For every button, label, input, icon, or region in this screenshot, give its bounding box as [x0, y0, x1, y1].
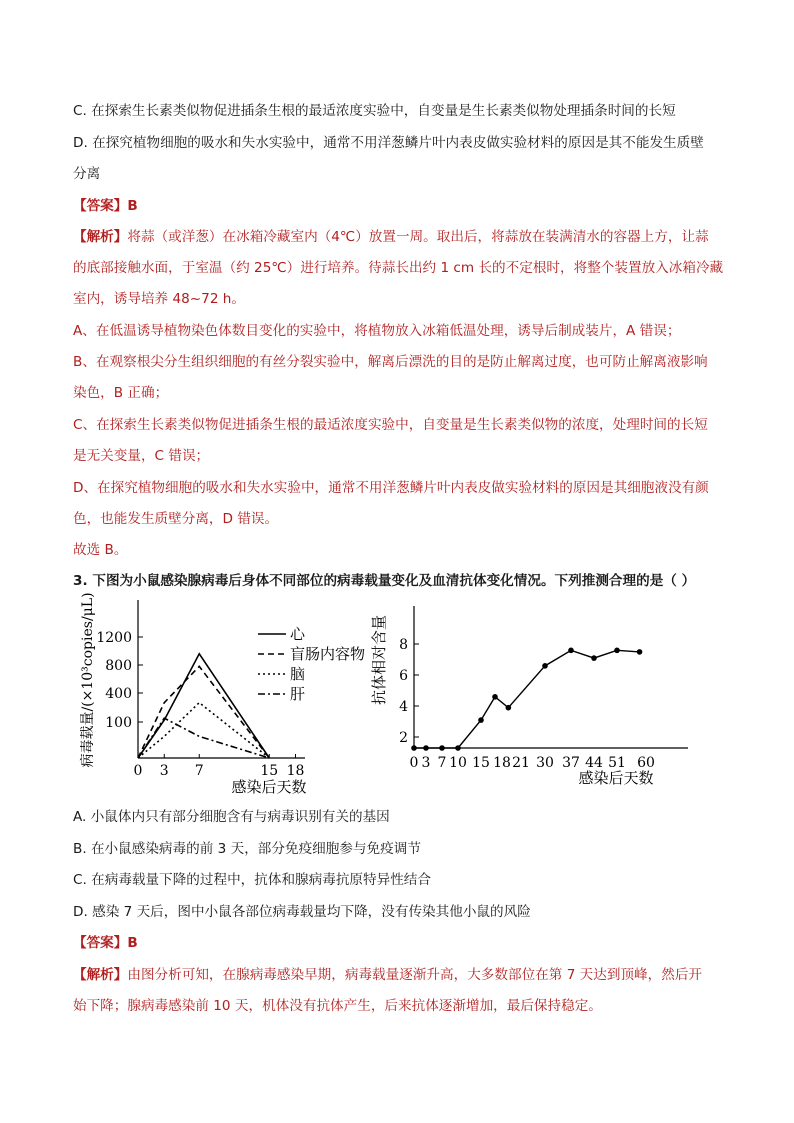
chart1-series-line	[138, 666, 269, 758]
chart1-xlabel: 感染后天数	[231, 778, 307, 796]
chart1-xtick-label: 7	[194, 763, 204, 779]
chart2-xtick-label: 15	[472, 755, 490, 771]
chart1-series-line	[138, 718, 269, 758]
option-a: A. 小鼠体内只有部分细胞含有与病毒识别有关的基因	[73, 809, 390, 825]
chart2-data-point	[568, 648, 574, 654]
chart1-legend-label: 肝	[290, 685, 306, 703]
question-3: 3. 下图为小鼠感染腺病毒后身体不同部位的病毒载量变化及血清抗体变化情况。下列推测合理的是（ ）	[73, 573, 696, 589]
chart2-data-point	[411, 745, 417, 751]
chart2-data-point	[637, 649, 643, 655]
chart2-ytick-label: 2	[399, 730, 408, 746]
analysis-conclusion: 故选 B。	[73, 542, 128, 558]
option-b: B. 在小鼠感染病毒的前 3 天，部分免疫细胞参与免疫调节	[73, 841, 421, 857]
chart1-xtick-label: 3	[159, 763, 169, 779]
chart2-xtick-label: 30	[536, 755, 554, 771]
option-d2: D. 感染 7 天后，图中小鼠各部位病毒载量均下降，没有传染其他小鼠的风险	[73, 904, 531, 920]
analysis2-line2: 始下降；腺病毒感染前 10 天，机体没有抗体产生，后来抗体逐渐增加，最后保持稳定。	[73, 998, 602, 1014]
chart2-xtick-label: 3	[421, 755, 431, 771]
analysis-c-2: 是无关变量，C 错误；	[73, 448, 210, 464]
chart2-data-point	[591, 655, 597, 661]
chart2-data-point	[439, 745, 445, 751]
chart1-ytick-label: 1200	[96, 630, 132, 646]
chart2-xtick-label: 21	[512, 755, 530, 771]
chart2-data-point	[478, 717, 484, 723]
answer2-tag: 【答案】	[73, 935, 128, 951]
chart2-xtick-label: 0	[409, 755, 419, 771]
analysis2-text-1: 由图分析可知，在腺病毒感染早期，病毒载量逐渐升高，大多数部位在第 7 天达到顶峰，然后开	[127, 967, 703, 983]
antibody-chart	[370, 606, 688, 787]
option-c: C. 在探索生长素类似物促进插条生根的最适浓度实验中，自变量是生长素类似物处理插条时间的长短	[73, 103, 676, 119]
analysis-d-1: D、在探究植物细胞的吸水和失水实验中，通常不用洋葱鳞片叶内表皮做实验材料的原因是其细胞液没有颜	[73, 480, 709, 496]
answer2-line	[73, 933, 138, 953]
option-c2: C. 在病毒载量下降的过程中，抗体和腺病毒抗原特异性结合	[73, 872, 431, 888]
chart2-data-point	[455, 745, 461, 751]
chart2-data-point	[614, 648, 620, 654]
chart2-data-point	[542, 663, 548, 669]
analysis2-tag: 【解析】	[73, 967, 128, 983]
chart1-ytick-label: 800	[105, 658, 132, 674]
analysis-d-2: 色，也能发生质壁分离，D 错误。	[73, 511, 279, 527]
chart2-xtick-label: 18	[493, 755, 511, 771]
chart2-data-point	[506, 705, 512, 711]
analysis-line3: 室内，诱导培养 48~72 h。	[73, 291, 245, 307]
virus-load-chart	[79, 592, 365, 796]
chart1-ylabel: 病毒载量/(×10³copies/μL)	[80, 592, 96, 768]
option-d-line2: 分离	[73, 166, 101, 182]
chart1-xtick-label: 15	[260, 763, 279, 779]
chart1-legend-label: 脑	[290, 665, 306, 683]
chart2-xtick-label: 10	[449, 755, 467, 771]
chart1-legend-label: 盲肠内容物	[290, 645, 366, 663]
chart1-ytick-label: 400	[105, 686, 132, 702]
chart2-series-line	[414, 650, 640, 748]
analysis-b-2: 染色，B 正确；	[73, 385, 169, 401]
analysis-line2: 的底部接触水面，于室温（约 25℃）进行培养。待蒜长出约 1 cm 长的不定根时，将整个装置放入冰箱冷藏	[73, 260, 724, 276]
chart1-xtick-label: 18	[286, 763, 305, 779]
chart2-ytick-label: 8	[399, 637, 408, 653]
chart2-data-point	[492, 694, 498, 700]
chart2-xtick-label: 44	[585, 755, 603, 771]
chart2-ytick-label: 4	[399, 699, 408, 715]
chart2-ytick-label: 6	[399, 668, 408, 684]
analysis-tag: 【解析】	[73, 229, 128, 245]
chart2-xtick-label: 37	[562, 755, 580, 771]
option-d-line1: D. 在探究植物细胞的吸水和失水实验中，通常不用洋葱鳞片叶内表皮做实验材料的原因是其不能发生质壁	[73, 135, 704, 151]
analysis-text-1: 将蒜（或洋葱）在冰箱冷藏室内（4℃）放置一周。取出后，将蒜放在装满清水的容器上方，让蒜	[127, 229, 709, 245]
chart2-xtick-label: 60	[637, 755, 655, 771]
chart1-xtick-label: 0	[133, 763, 143, 779]
chart2-xtick-label: 7	[437, 755, 447, 771]
answer-tag: 【答案】	[73, 198, 128, 214]
chart2-data-point	[423, 745, 429, 751]
analysis-c-1: C、在探索生长素类似物促进插条生根的最适浓度实验中，自变量是生长素类似物的浓度，处理时间的长短	[73, 417, 708, 433]
chart2-ylabel: 抗体相对含量	[370, 614, 388, 706]
chart1-legend-label: 心	[290, 625, 306, 643]
analysis-a: A、在低温诱导植物染色体数目变化的实验中，将植物放入冰箱低温处理，诱导后制成装片，A 错误；	[73, 323, 681, 339]
chart2-xtick-label: 51	[608, 755, 626, 771]
answer2-value: B	[127, 935, 138, 951]
chart2-xlabel: 感染后天数	[578, 769, 654, 787]
analysis-b-1: B、在观察根尖分生组织细胞的有丝分裂实验中，解离后漂洗的目的是防止解离过度，也可防止解离液影响	[73, 354, 708, 370]
answer-value: B	[127, 198, 138, 214]
chart1-ytick-label: 100	[105, 715, 132, 731]
analysis2-line1	[73, 965, 702, 985]
